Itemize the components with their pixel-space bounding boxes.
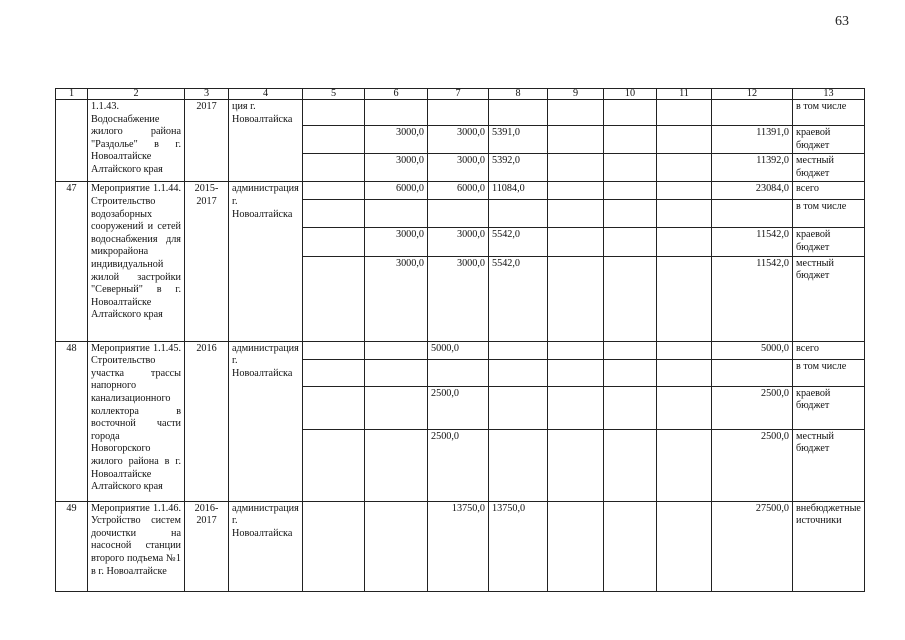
cell-col7 (428, 100, 489, 126)
cell-source: всего (793, 341, 865, 359)
cell-col9 (548, 100, 604, 126)
cell-col8 (489, 386, 548, 429)
cell-col7: 2500,0 (428, 386, 489, 429)
column-header: 7 (428, 89, 489, 100)
cell-col7: 3000,0 (428, 256, 489, 341)
activity-year: 2015-2017 (185, 182, 229, 341)
column-header: 9 (548, 89, 604, 100)
activity-name: Мероприятие 1.1.44. Строительство водозаборных сооружений и сетей водоснабжения для микрорайона индивидуальной жилой застройки "Северный" в г. Новоалтайске Алтайского края (88, 182, 185, 341)
cell-source: всего (793, 182, 865, 200)
table-row (56, 100, 865, 126)
cell-col8: 5391,0 (489, 126, 548, 154)
cell-col11 (657, 182, 712, 200)
cell-col10 (604, 182, 657, 200)
row-number: 49 (56, 501, 88, 591)
cell-col10 (604, 501, 657, 591)
cell-col6: 6000,0 (365, 182, 428, 200)
cell-col11 (657, 429, 712, 501)
cell-col10 (604, 154, 657, 182)
column-header: 5 (303, 89, 365, 100)
cell-col5 (303, 126, 365, 154)
cell-col12: 5000,0 (712, 341, 793, 359)
cell-source: местный бюджет (793, 429, 865, 501)
cell-col5 (303, 200, 365, 228)
column-header: 1 (56, 89, 88, 100)
cell-col6 (365, 100, 428, 126)
activity-name: 1.1.43. Водоснабжение жилого района "Раздолье" в г. Новоалтайске Алтайского края (88, 100, 185, 182)
cell-col9 (548, 359, 604, 386)
column-header: 10 (604, 89, 657, 100)
row-number: 47 (56, 182, 88, 341)
cell-col5 (303, 341, 365, 359)
column-header: 4 (229, 89, 303, 100)
cell-source: местный бюджет (793, 256, 865, 341)
cell-col7: 3000,0 (428, 154, 489, 182)
cell-col5 (303, 100, 365, 126)
activity-name: Мероприятие 1.1.46. Устройство систем доочистки на насосной станции второго подъема №1 в г. Новоалтайске (88, 501, 185, 591)
cell-col5 (303, 501, 365, 591)
activity-year: 2016 (185, 341, 229, 501)
cell-col11 (657, 126, 712, 154)
cell-col10 (604, 341, 657, 359)
cell-col6 (365, 501, 428, 591)
cell-col7: 6000,0 (428, 182, 489, 200)
cell-col8 (489, 200, 548, 228)
cell-col12: 2500,0 (712, 429, 793, 501)
cell-col10 (604, 429, 657, 501)
cell-col10 (604, 200, 657, 228)
cell-col9 (548, 200, 604, 228)
cell-col12 (712, 100, 793, 126)
cell-col6: 3000,0 (365, 228, 428, 256)
cell-col11 (657, 256, 712, 341)
cell-source: в том числе (793, 200, 865, 228)
table-row (56, 501, 865, 591)
cell-col12 (712, 359, 793, 386)
cell-col10 (604, 228, 657, 256)
cell-col6 (365, 386, 428, 429)
cell-source: краевой бюджет (793, 228, 865, 256)
cell-source: краевой бюджет (793, 126, 865, 154)
cell-col12: 2500,0 (712, 386, 793, 429)
cell-col11 (657, 100, 712, 126)
cell-col7: 3000,0 (428, 126, 489, 154)
cell-col9 (548, 501, 604, 591)
cell-source: в том числе (793, 359, 865, 386)
cell-col5 (303, 359, 365, 386)
column-header: 13 (793, 89, 865, 100)
column-header: 2 (88, 89, 185, 100)
budget-table (55, 88, 865, 592)
cell-col8: 5392,0 (489, 154, 548, 182)
table-header-row (56, 89, 865, 100)
cell-col10 (604, 126, 657, 154)
cell-col8: 11084,0 (489, 182, 548, 200)
activity-executor: ция г. Новоалтайска (229, 100, 303, 182)
cell-col7: 3000,0 (428, 228, 489, 256)
column-header: 8 (489, 89, 548, 100)
cell-source: краевой бюджет (793, 386, 865, 429)
cell-source: в том числе (793, 100, 865, 126)
row-number: 48 (56, 341, 88, 501)
page-number: 63 (835, 14, 849, 29)
cell-source: местный бюджет (793, 154, 865, 182)
cell-col12: 11391,0 (712, 126, 793, 154)
cell-col9 (548, 429, 604, 501)
cell-col12: 23084,0 (712, 182, 793, 200)
cell-col11 (657, 200, 712, 228)
column-header: 3 (185, 89, 229, 100)
cell-col9 (548, 182, 604, 200)
cell-col12: 27500,0 (712, 501, 793, 591)
cell-col5 (303, 256, 365, 341)
activity-executor: администрация г. Новоалтайска (229, 341, 303, 501)
cell-col6: 3000,0 (365, 256, 428, 341)
activity-year: 2017 (185, 100, 229, 182)
cell-col11 (657, 359, 712, 386)
cell-col11 (657, 154, 712, 182)
cell-col11 (657, 386, 712, 429)
activity-name: Мероприятие 1.1.45. Строительство участка трассы напорного канализационного коллектора в восточной части города Новогорского жилого района в г. Новоалтайске Алтайского края (88, 341, 185, 501)
cell-col7: 2500,0 (428, 429, 489, 501)
cell-col9 (548, 256, 604, 341)
cell-col6 (365, 341, 428, 359)
activity-year: 2016-2017 (185, 501, 229, 591)
cell-col8 (489, 341, 548, 359)
cell-col9 (548, 341, 604, 359)
cell-col10 (604, 100, 657, 126)
cell-col8 (489, 429, 548, 501)
cell-col11 (657, 501, 712, 591)
cell-col6: 3000,0 (365, 126, 428, 154)
cell-col12 (712, 200, 793, 228)
cell-col11 (657, 228, 712, 256)
cell-col10 (604, 359, 657, 386)
cell-col8: 5542,0 (489, 256, 548, 341)
cell-col9 (548, 228, 604, 256)
cell-col12: 11542,0 (712, 228, 793, 256)
cell-col7 (428, 359, 489, 386)
activity-executor: администрация г. Новоалтайска (229, 182, 303, 341)
cell-col9 (548, 126, 604, 154)
cell-col8: 13750,0 (489, 501, 548, 591)
cell-col11 (657, 341, 712, 359)
cell-col10 (604, 256, 657, 341)
cell-col10 (604, 386, 657, 429)
column-header: 12 (712, 89, 793, 100)
cell-col7: 13750,0 (428, 501, 489, 591)
cell-col7: 5000,0 (428, 341, 489, 359)
cell-col7 (428, 200, 489, 228)
cell-col12: 11542,0 (712, 256, 793, 341)
table-row (56, 182, 865, 200)
cell-col8 (489, 359, 548, 386)
cell-col5 (303, 154, 365, 182)
cell-col8: 5542,0 (489, 228, 548, 256)
row-number (56, 100, 88, 182)
cell-col6: 3000,0 (365, 154, 428, 182)
cell-col6 (365, 200, 428, 228)
table-row (56, 341, 865, 359)
cell-source: внебюджетные источники (793, 501, 865, 591)
cell-col6 (365, 359, 428, 386)
cell-col9 (548, 386, 604, 429)
cell-col9 (548, 154, 604, 182)
cell-col5 (303, 182, 365, 200)
column-header: 11 (657, 89, 712, 100)
cell-col5 (303, 429, 365, 501)
cell-col5 (303, 386, 365, 429)
cell-col6 (365, 429, 428, 501)
activity-executor: администрация г. Новоалтайска (229, 501, 303, 591)
cell-col5 (303, 228, 365, 256)
column-header: 6 (365, 89, 428, 100)
cell-col8 (489, 100, 548, 126)
cell-col12: 11392,0 (712, 154, 793, 182)
